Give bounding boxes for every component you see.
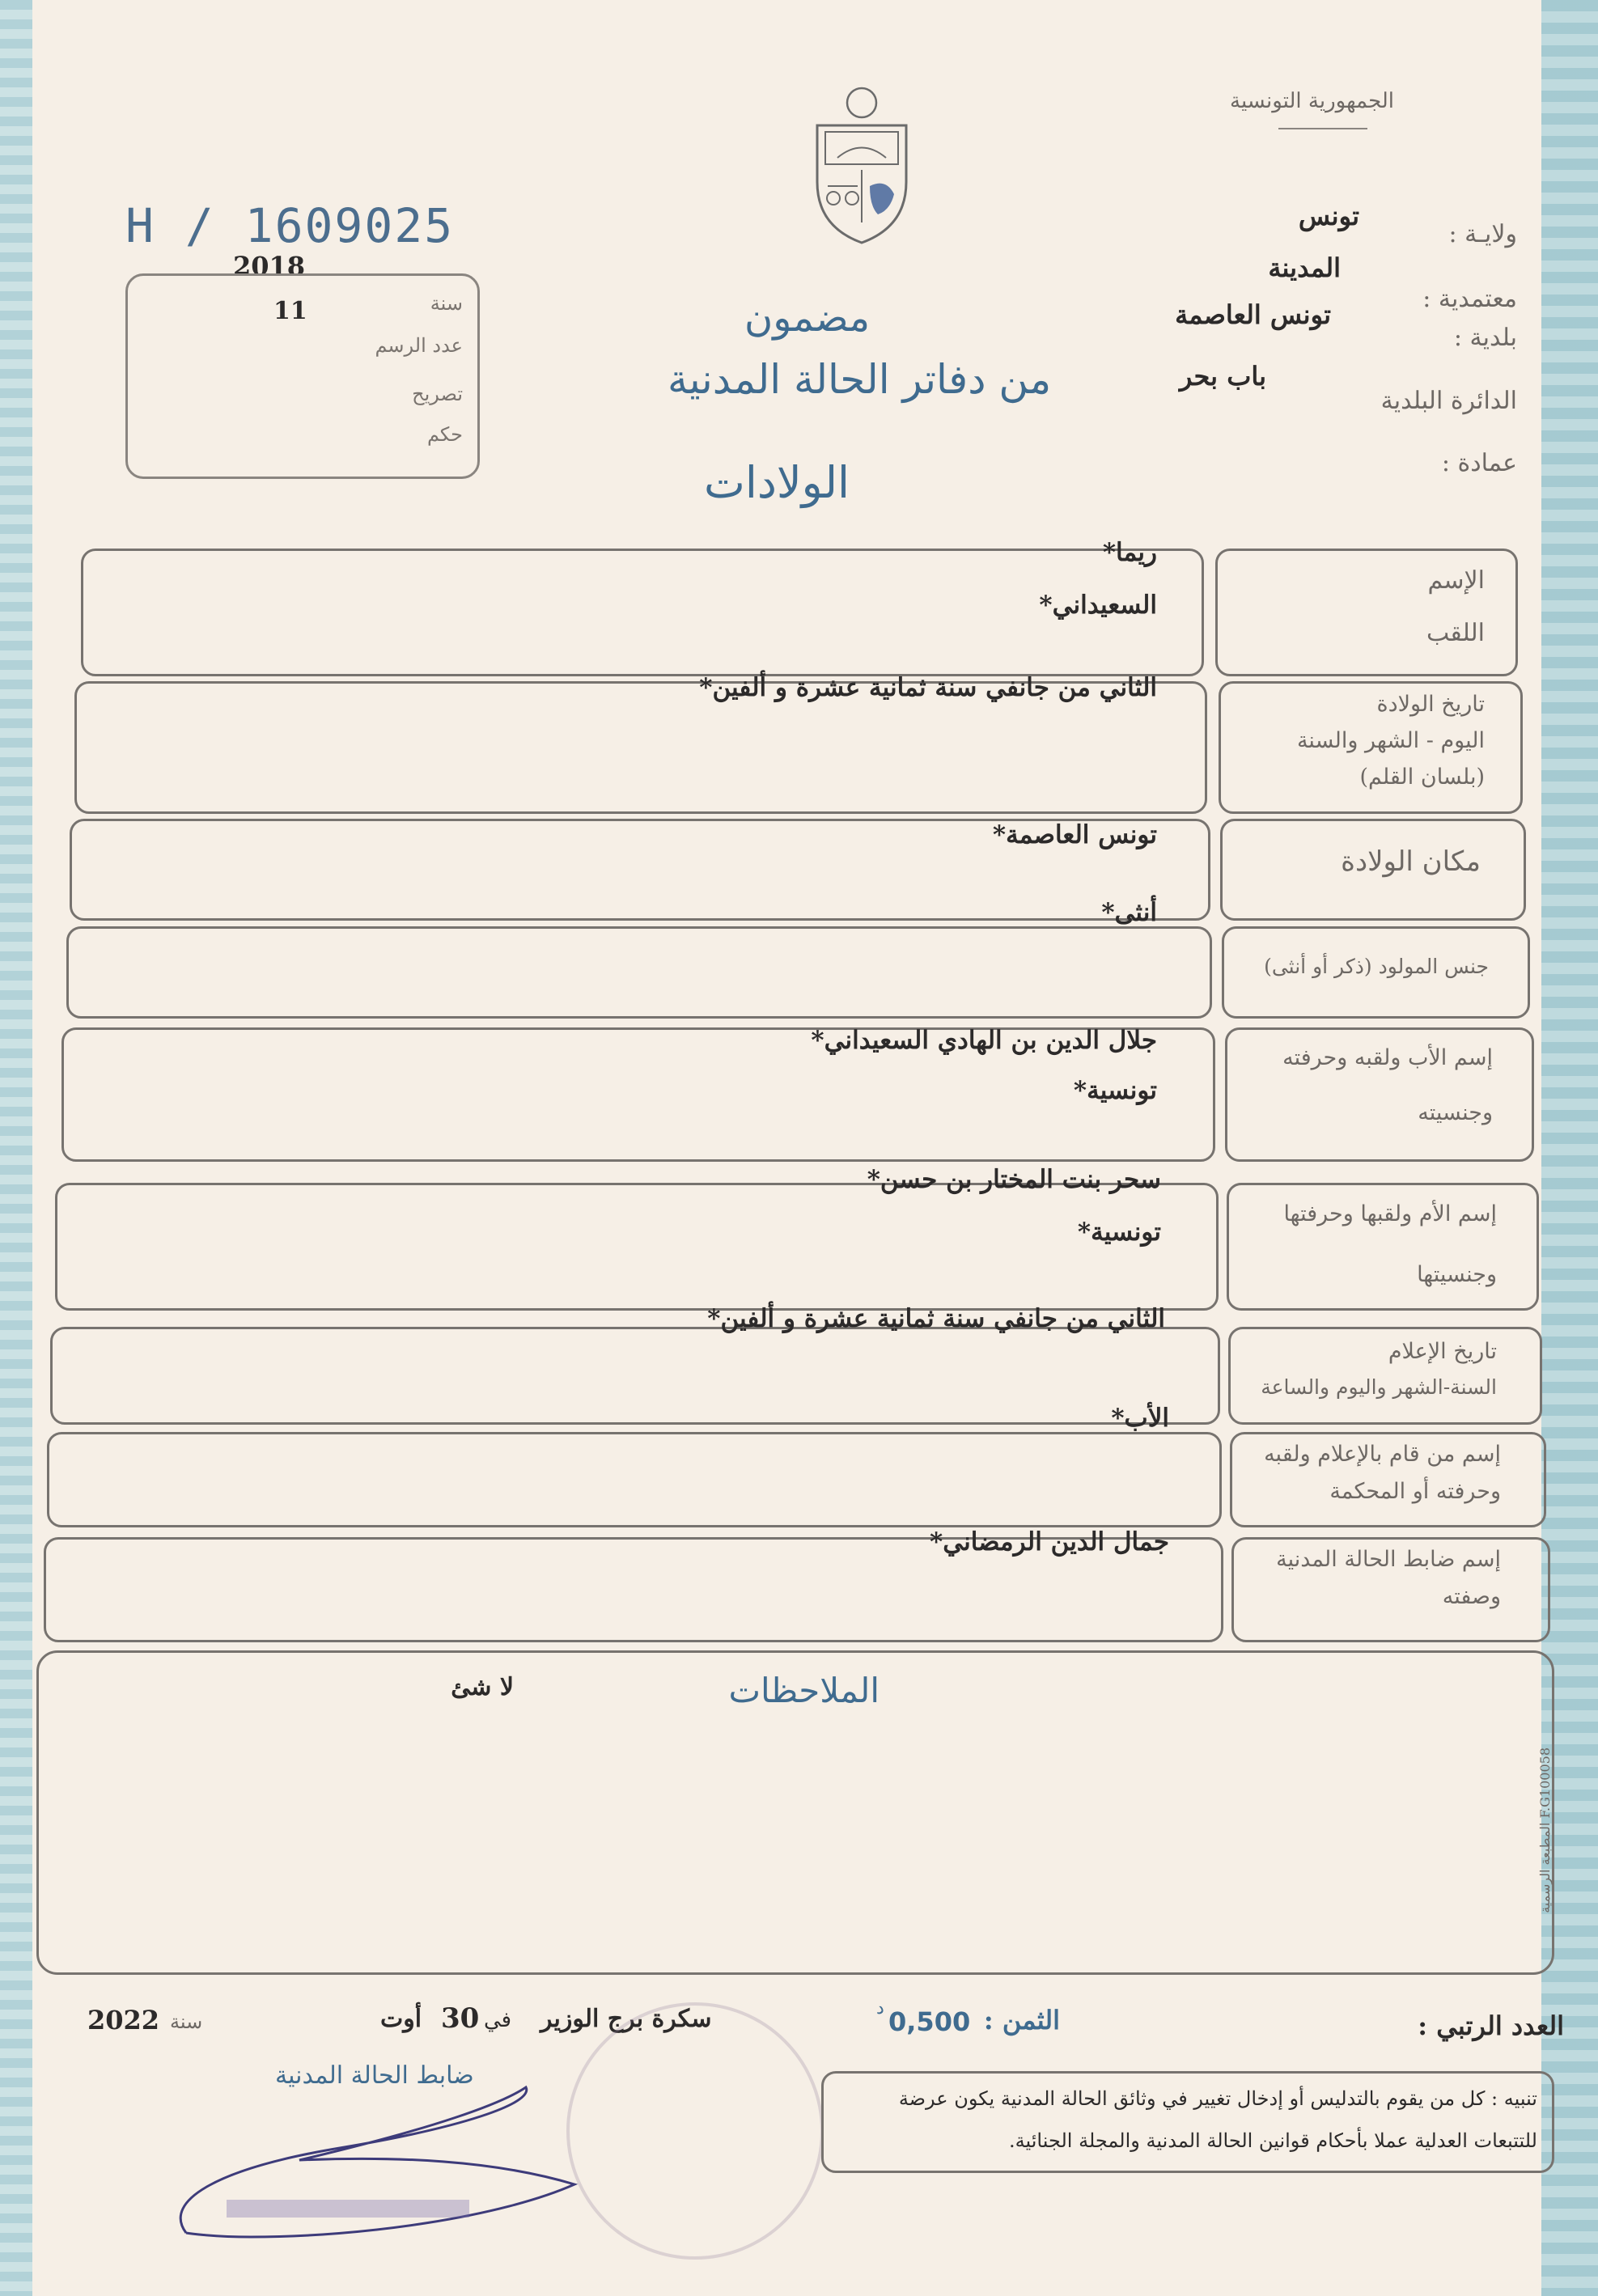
reg-label-declaration: تصريح — [412, 383, 463, 405]
officer-label-1: إسم ضابط الحالة المدنية — [1276, 1547, 1501, 1572]
sex-label: جنس المولود (ذكر أو أنثى) — [1264, 955, 1489, 978]
father-label-1: إسم الأب ولقبه وحرفته — [1282, 1045, 1493, 1070]
reg-label-number: عدد الرسم — [375, 334, 463, 357]
issue-day: 30 — [441, 2002, 480, 2035]
sex-value: أنثى* — [1101, 898, 1157, 927]
first-name-value: ريما* — [1102, 538, 1157, 567]
issue-year: 2022 — [87, 2005, 160, 2035]
declarant-value: الأب* — [1111, 1404, 1169, 1433]
officer-signature — [154, 2071, 720, 2249]
notes-label: الملاحظات — [728, 1671, 880, 1710]
wilaya-value: تونس — [1298, 201, 1359, 231]
declarant-label-1: إسم من قام بالإعلام ولقبه — [1264, 1442, 1501, 1467]
name-value-box — [81, 549, 1204, 676]
declarant-value-box — [47, 1432, 1222, 1527]
mother-label-1: إسم الأم ولقبها وحرفتها — [1283, 1201, 1497, 1226]
birthdate-value: الثاني من جانفي سنة ثمانية عشرة و ألفين* — [699, 673, 1157, 702]
omda-label: عمادة : — [1441, 449, 1517, 477]
title-extract: مضمون — [744, 295, 871, 341]
left-decorative-border — [0, 0, 32, 2296]
mother-label-2: وجنسيتها — [1417, 1262, 1497, 1287]
birthplace-value: تونس العاصمة* — [992, 820, 1157, 849]
price-unit: د — [876, 1998, 884, 2019]
reg-label-year: سنة — [430, 292, 463, 315]
issue-place: سكرة برج الوزير — [540, 2005, 712, 2033]
birthplace-label: مكان الولادة — [1341, 845, 1481, 878]
issue-in-label: في — [484, 2008, 512, 2032]
mother-value-box — [55, 1183, 1219, 1311]
registration-box — [125, 273, 480, 479]
name-label-first: الإسم — [1427, 566, 1485, 595]
printer-mark: المطبعة الرسمية F.G100058 — [1537, 1747, 1553, 1913]
name-label-last: اللقب — [1426, 619, 1485, 647]
warning-box — [821, 2071, 1554, 2173]
warning-line-2: للتتبعات العدلية عملا بأحكام قوانين الحالة المدنية والمجلة الجنائية. — [1009, 2129, 1537, 2152]
last-name-value: السعيداني* — [1039, 591, 1157, 620]
mother-value: سحر بنت المختار بن حسن* — [867, 1165, 1161, 1194]
declaration-date-label-1: تاريخ الإعلام — [1388, 1339, 1497, 1364]
document-serial: H / 1609025 — [125, 198, 455, 253]
mother-nationality-value: تونسية* — [1077, 1218, 1161, 1247]
warning-line-1: تنبيه : كل من يقوم بالتدليس أو إدخال تغيير في وثائق الحالة المدنية يكون عرضة — [898, 2087, 1537, 2110]
declaration-date-value-box — [50, 1327, 1220, 1425]
municipality-value: تونس العاصمة — [1175, 299, 1331, 330]
header-divider — [1278, 128, 1367, 129]
officer-label-2: وصفته — [1442, 1584, 1501, 1609]
district-label: الدائرة البلدية — [1380, 387, 1517, 415]
title-registers: من دفاتر الحالة المدنية — [668, 356, 1052, 403]
title-births: الولادات — [704, 457, 850, 508]
father-nationality-value: تونسية* — [1073, 1076, 1157, 1105]
delegation-label: معتمدية : — [1422, 285, 1517, 313]
issue-month: أوت — [380, 2005, 422, 2033]
issue-year-label: سنة — [170, 2010, 203, 2033]
tunisia-emblem-icon — [805, 85, 918, 247]
declarant-label-2: وحرفته أو المحكمة — [1329, 1479, 1501, 1504]
birthdate-label-1: تاريخ الولادة — [1376, 692, 1485, 717]
birthdate-label-3: (بلسان القلم) — [1359, 765, 1485, 790]
wilaya-label: ولايـة : — [1448, 220, 1517, 248]
price-value: 0,500 — [888, 2006, 971, 2037]
district-value: باب بحر — [1179, 361, 1266, 392]
notes-value: لا شئ — [451, 1673, 514, 1701]
republic-header: الجمهورية التونسية — [1230, 89, 1395, 113]
reg-label-judgment: حكم — [426, 423, 463, 446]
declaration-date-value: الثاني من جانفي سنة ثمانية عشرة و ألفين* — [707, 1304, 1165, 1333]
price-label: الثمن : — [983, 2005, 1060, 2035]
delegation-value: المدينة — [1268, 252, 1341, 283]
registration-year: 2018 — [233, 251, 306, 282]
serial-number-label: العدد الرتبي : — [1418, 2010, 1564, 2041]
officer-value: جمال الدين الرمضاني* — [930, 1527, 1169, 1557]
declaration-date-label-2: السنة-الشهر واليوم والساعة — [1261, 1375, 1497, 1399]
father-label-2: وجنسيته — [1418, 1100, 1493, 1125]
municipality-label: بلدية : — [1453, 324, 1517, 352]
officer-title: ضابط الحالة المدنية — [275, 2061, 474, 2090]
reg-number: 11 — [273, 297, 307, 325]
sex-value-box — [66, 926, 1212, 1019]
birthdate-label-2: اليوم - الشهر والسنة — [1296, 728, 1485, 753]
father-value: جلال الدين بن الهادي السعيداني* — [811, 1026, 1157, 1055]
